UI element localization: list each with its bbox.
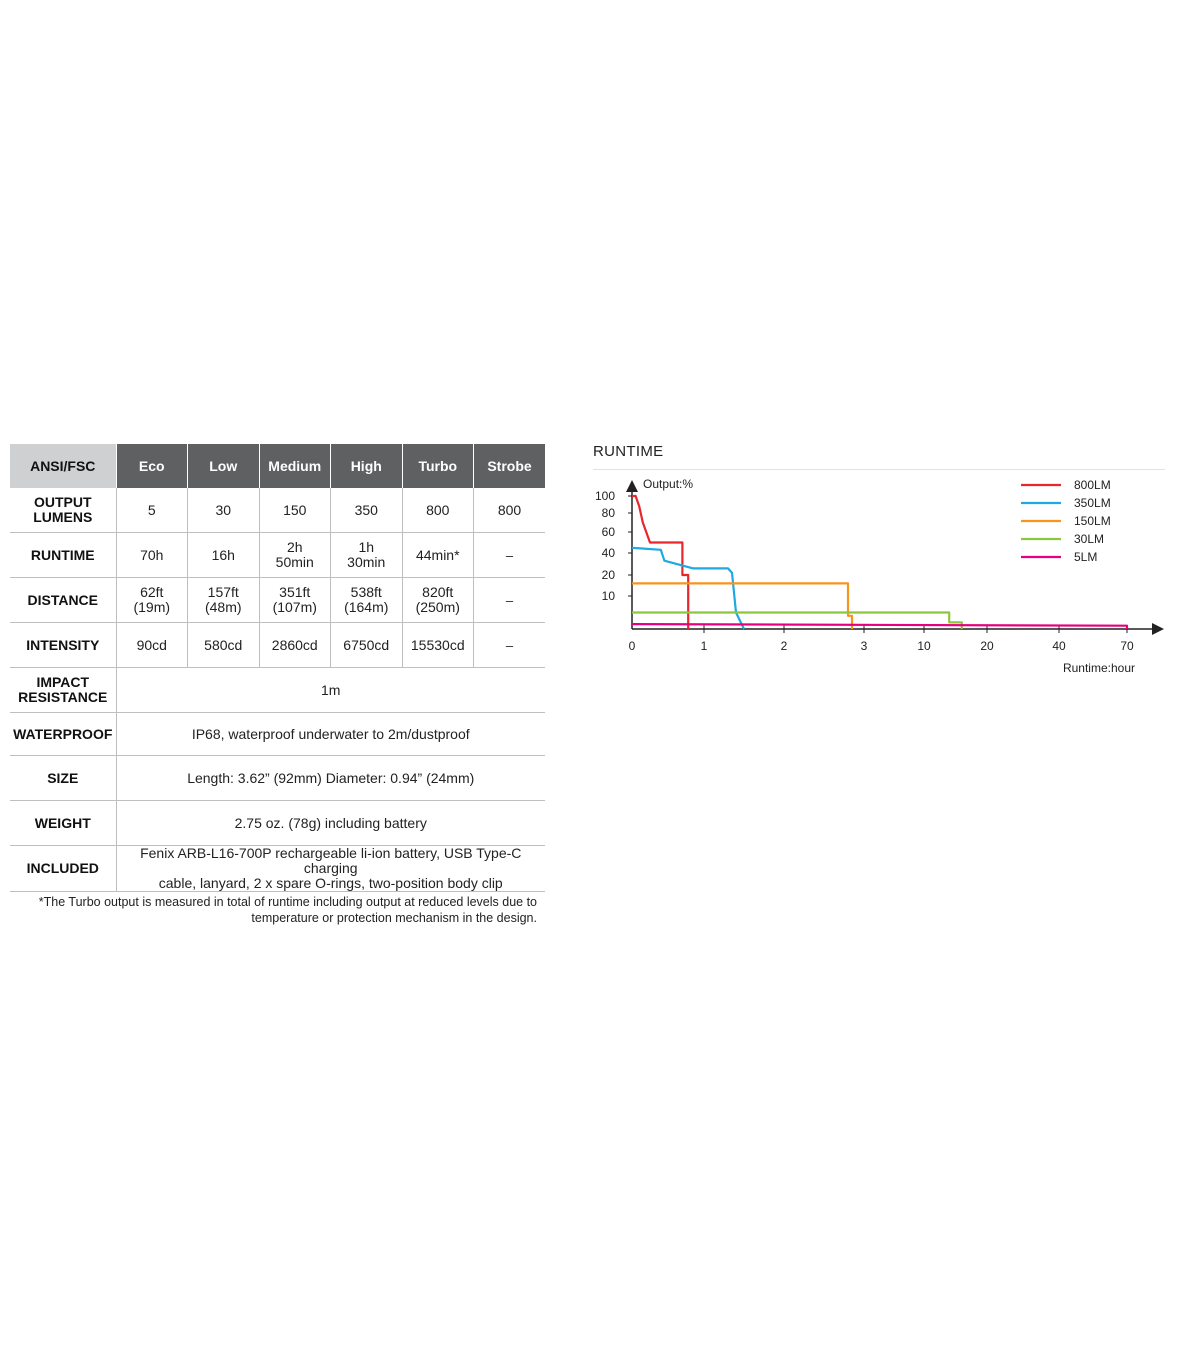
table-cell: 70h [116,533,188,578]
row-output-lumens [10,488,545,533]
row-label: INCLUDED [10,846,116,892]
x-axis-arrow [1152,623,1164,635]
row-label: INTENSITY [10,623,116,668]
x-tick-label: 40 [1052,639,1066,653]
table-cell: Fenix ARB-L16-700P rechargeable li-ion battery, USB Type-C charging cable, lanyard, 2 x spare O-rings, two-position body clip [116,846,545,892]
row-included [10,846,545,892]
series-line-30lm [632,613,962,630]
y-tick-label: 40 [601,546,615,560]
chart-legend [1021,478,1111,564]
spec-table [10,444,545,892]
legend-label: 30LM [1074,532,1105,546]
table-cell: Length: 3.62” (92mm) Diameter: 0.94” (24mm) [116,756,545,801]
x-tick-label: 3 [860,639,868,653]
table-cell: 30 [188,488,260,533]
table-cell: – [474,578,546,623]
header-strobe: Strobe [474,444,546,488]
row-label: SIZE [10,756,116,801]
row-intensity [10,623,545,668]
table-cell: – [474,533,546,578]
row-label: WEIGHT [10,801,116,846]
table-header-row [10,444,545,488]
row-label: OUTPUT LUMENS [10,488,116,533]
table-cell: 44min* [402,533,474,578]
row-label: IMPACT RESISTANCE [10,668,116,713]
table-cell: 15530cd [402,623,474,668]
series-line-150lm [632,583,852,629]
table-cell: 2h 50min [259,533,331,578]
table-footnote: *The Turbo output is measured in total of runtime including output at reduced levels due to temperature or protection mechanism in the design. [38,895,537,925]
legend-label: 5LM [1074,550,1098,564]
y-axis-arrow [626,480,638,492]
series-line-800lm [632,496,688,629]
header-low: Low [188,444,260,488]
table-cell: 6750cd [331,623,403,668]
table-cell: IP68, waterproof underwater to 2m/dustproof [116,713,545,756]
table-cell: 800 [402,488,474,533]
legend-label: 350LM [1074,496,1111,510]
row-distance [10,578,545,623]
y-tick-label: 60 [601,525,615,539]
x-axis-label: Runtime:hour [1062,661,1135,675]
series-layer [632,496,1127,629]
y-tick-label: 80 [601,506,615,520]
table-cell: 16h [188,533,260,578]
table-cell: 800 [474,488,546,533]
y-tick-label: 10 [601,589,615,603]
header-turbo: Turbo [402,444,474,488]
header-eco: Eco [116,444,188,488]
table-cell: 1h 30min [331,533,403,578]
table-cell: 2860cd [259,623,331,668]
row-label: WATERPROOF [10,713,116,756]
y-tick-label: 100 [594,489,615,503]
table-cell: 157ft (48m) [188,578,260,623]
legend-label: 150LM [1074,514,1111,528]
table-cell: 350 [331,488,403,533]
row-label: DISTANCE [10,578,116,623]
table-cell: 1m [116,668,545,713]
table-cell: 820ft (250m) [402,578,474,623]
table-cell: 5 [116,488,188,533]
table-cell: 2.75 oz. (78g) including battery [116,801,545,846]
row-label: RUNTIME [10,533,116,578]
x-tick-label: 10 [917,639,931,653]
row-weight [10,801,545,846]
y-tick-label: 20 [601,568,615,582]
table-cell: – [474,623,546,668]
table-cell: 90cd [116,623,188,668]
header-ansi-fsc: ANSI/FSC [10,444,116,488]
y-axis-label: Output:% [643,477,694,491]
x-tick-label: 20 [980,639,994,653]
table-cell: 62ft (19m) [116,578,188,623]
table-cell: 351ft (107m) [259,578,331,623]
table-cell: 580cd [188,623,260,668]
x-tick-label: 70 [1120,639,1134,653]
runtime-chart [585,472,1175,692]
table-cell: 150 [259,488,331,533]
x-tick-label: 1 [700,639,708,653]
row-waterproof [10,713,545,756]
table-cell: 538ft (164m) [331,578,403,623]
chart-title: RUNTIME [593,443,664,460]
header-high: High [331,444,403,488]
chart-divider [593,469,1165,470]
x-tick-label: 2 [780,639,788,653]
row-impact-resistance [10,668,545,713]
row-size [10,756,545,801]
header-medium: Medium [259,444,331,488]
row-runtime [10,533,545,578]
x-tick-label: 0 [628,639,636,653]
legend-label: 800LM [1074,478,1111,492]
